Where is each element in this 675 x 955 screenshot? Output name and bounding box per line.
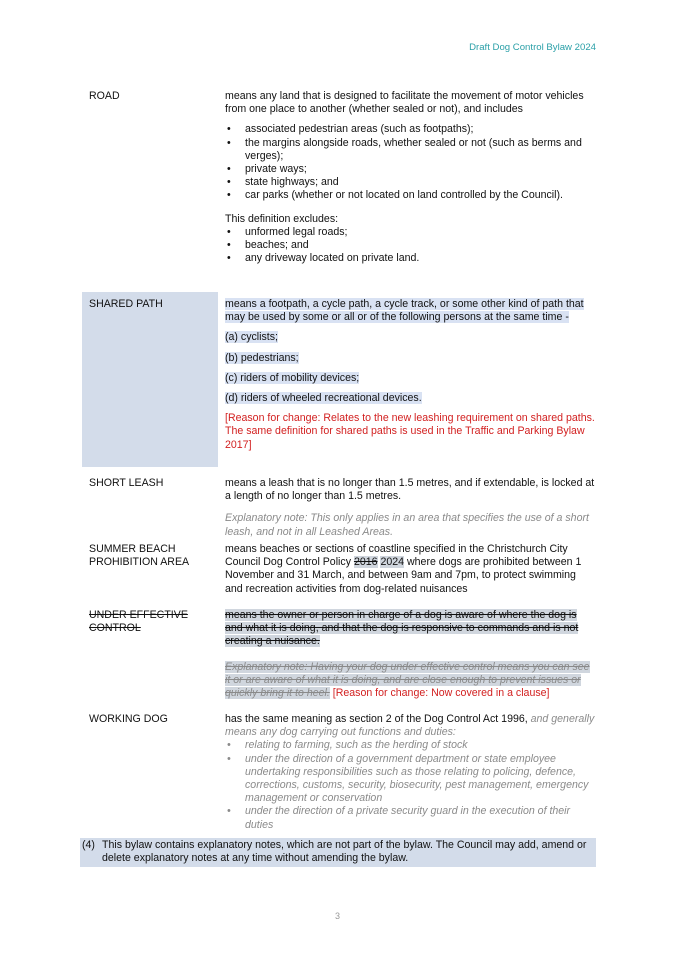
definition-shared-path-body (225, 298, 595, 452)
working-dog-definition: has the same meaning as section 2 of the Dog Control Act 1996, (225, 713, 528, 725)
road-intro: means any land that is designed to facilitate the movement of motor vehicles from one place to another (whether sealed or not), and includes (225, 90, 584, 116)
summer-beach-old-year: 2016 (353, 556, 378, 569)
shared-path-term-shading (82, 292, 218, 467)
definition-working-dog-body (225, 713, 595, 832)
clause-4 (80, 838, 596, 867)
term-working-dog: WORKING DOG (89, 713, 168, 725)
summer-beach-def-end: where dogs are prohibited between 1 November and 31 March, and between 9am and 7pm, to protect swimming and recreation activities from dog-related nuisances (225, 556, 582, 595)
summer-beach-new-year: 2024 (380, 556, 405, 569)
shared-path-item: (d) riders of wheeled recreational devices. (225, 392, 422, 405)
working-dog-note: and generally means any dog carrying out functions and duties: (225, 713, 595, 739)
list-item: • the margins alongside roads, whether sealed or not (such as berms and verges); (225, 137, 595, 163)
short-leash-note: Explanatory note: This only applies in an area that specifies the use of a short leash, and not in all Leashed Areas. (225, 512, 589, 538)
short-leash-definition: means a leash that is no longer than 1.5 metres, and if extendable, is locked at a length of no longer than 1.5 metres. (225, 477, 595, 503)
list-item: • any driveway located on private land. (225, 252, 595, 265)
page-number: 3 (334, 911, 340, 921)
road-includes-list (225, 123, 595, 202)
term-road: ROAD (89, 90, 120, 102)
shared-path-item: (b) pedestrians; (225, 351, 299, 364)
definition-road-body (225, 90, 595, 265)
list-item: • unformed legal roads; (225, 226, 595, 239)
list-item: • relating to farming, such as the herding of stock (225, 739, 595, 752)
definition-short-leash-body (225, 477, 595, 539)
road-excludes-intro: This definition excludes: (225, 212, 339, 225)
definition-shared-path (82, 292, 596, 467)
shared-path-intro: means a footpath, a cycle path, a cycle track, or some other kind of path that may be used by some or all or of the following persons at the same time - (225, 298, 584, 324)
list-item: • associated pedestrian areas (such as footpaths); (225, 123, 595, 136)
shared-path-reason: [Reason for change: Relates to the new leashing requirement on shared paths. The same definition for shared paths is used in the Traffic and Parking Bylaw 2017] (225, 412, 595, 451)
list-item: • private ways; (225, 163, 595, 176)
clause-text: This bylaw contains explanatory notes, which are not part of the bylaw. The Council may add, amend or delete explanatory notes at any time without amending the bylaw. (102, 839, 587, 865)
definition-under-effective-control-body (225, 609, 595, 700)
working-dog-list (225, 739, 595, 831)
road-excludes-list (225, 226, 595, 266)
term-shared-path: SHARED PATH (89, 298, 163, 310)
list-item: • state highways; and (225, 176, 595, 189)
clause-number: (4) (82, 839, 95, 851)
document-header: Draft Dog Control Bylaw 2024 (469, 42, 596, 53)
shared-path-item: (c) riders of mobility devices; (225, 371, 360, 384)
list-item: • under the direction of a private security guard in the execution of their duties (225, 805, 595, 831)
definition-summer-beach-body (225, 543, 595, 596)
under-effective-control-reason: [Reason for change: Now covered in a clause] (329, 687, 550, 700)
under-effective-control-definition: means the owner or person in charge of a dog is aware of where the dog is and what it is doing, and that the dog is responsive to commands and is not creating a nuisance. (225, 609, 579, 648)
list-item: • under the direction of a government department or state employee undertaking responsibilities such as those relating to policing, defence, corrections, customs, security, biosecurity, pest management, emergency management or conservation (225, 753, 595, 806)
list-item: • beaches; and (225, 239, 595, 252)
term-summer-beach: SUMMER BEACH PROHIBITION AREA (89, 543, 190, 569)
shared-path-item: (a) cyclists; (225, 331, 278, 344)
under-effective-control-note: Explanatory note: Having your dog under effective control means you can see it or are aware of what it is doing, and are close enough to prevent issues or quickly bring it to heel. (225, 660, 590, 700)
list-item: • car parks (whether or not located on land controlled by the Council). (225, 189, 595, 202)
summer-beach-def-start: means beaches or sections of coastline specified in the Christchurch City Council Dog Control Policy (225, 543, 568, 569)
term-under-effective-control: UNDER EFFECTIVE CONTROL (89, 609, 188, 635)
term-short-leash: SHORT LEASH (89, 477, 164, 489)
